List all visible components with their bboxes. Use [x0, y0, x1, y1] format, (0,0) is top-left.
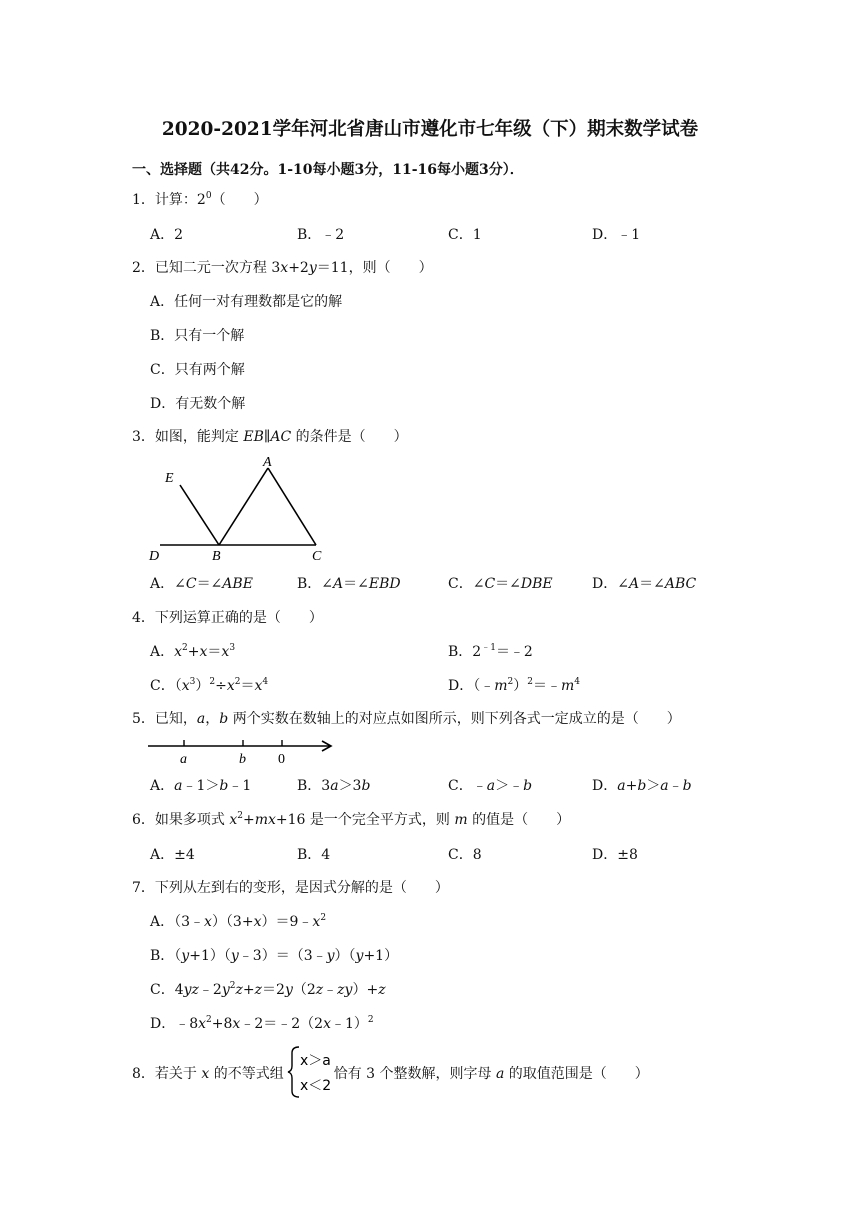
question-number: 2． [132, 260, 155, 276]
option-d: D．$(﹣m^2)^2=﹣m^4$ [448, 677, 580, 694]
option-d [592, 574, 696, 594]
option-a: A．2 [150, 227, 184, 243]
equals-angle: ＝∠ [495, 576, 521, 592]
question-stem-mid: 的不等式组 [209, 1066, 284, 1082]
variable-m: m [454, 812, 468, 828]
option-a: A．a﹣1＞b﹣1 [150, 778, 252, 794]
option-a: A．$(3﹣x)(3+x)=9﹣x^2$ [150, 913, 327, 930]
section-heading: 一、选择题（共42分。1-10每小题3分，11-16每小题3分）． [132, 162, 524, 178]
option-d: D．±8 [592, 847, 638, 863]
option-c [448, 574, 553, 594]
option-b [297, 574, 401, 594]
label-a: a [180, 752, 187, 766]
parallel-symbol: ∥ [263, 429, 271, 445]
option-b: B．﹣2 [297, 227, 345, 243]
variable-x: x [201, 1066, 210, 1082]
option-c: C．1 [448, 227, 482, 243]
angle-name: A [333, 576, 344, 592]
option-a: A．±4 [150, 847, 195, 863]
question-4 [132, 608, 323, 628]
angle-name: A [628, 576, 640, 592]
option-b: B．（y+1）（y﹣3）＝（3﹣y）（y+1） [150, 948, 399, 964]
superscript: ﹣1 [481, 643, 496, 653]
inequality-2: x＜2 [300, 1078, 332, 1094]
question-stem-tail: 的条件是（ ） [291, 429, 408, 445]
equals-angle: ＝∠ [343, 576, 369, 592]
variable-x: x [280, 260, 289, 276]
question-stem-tail: 的值是（ ） [467, 812, 571, 828]
question-8 [132, 1064, 649, 1084]
label-e: E [165, 471, 174, 486]
option-prefix: B．2 [448, 644, 482, 660]
question-7 [132, 878, 449, 898]
answer-blank: （ ） [211, 192, 268, 208]
equals-angle: ＝∠ [639, 576, 665, 592]
question-5 [132, 709, 681, 729]
superscript: 0 [205, 191, 212, 201]
option-prefix: C．∠ [448, 576, 485, 592]
option-c: C．只有两个解 [150, 362, 245, 378]
triangle-figure [140, 452, 340, 564]
label-a: A [263, 455, 272, 470]
option-prefix: D．∠ [592, 576, 629, 592]
label-zero: 0 [278, 752, 285, 766]
option-d: D．﹣1 [592, 227, 641, 243]
label-b: b [239, 752, 246, 766]
question-number: 6． [132, 812, 155, 828]
question-number: 5． [132, 711, 155, 727]
variable-a: a [196, 711, 206, 727]
question-stem-tail: ＝11，则（ ） [316, 260, 433, 276]
question-stem-tail: 的取值范围是（ ） [504, 1066, 649, 1082]
option-a: A．$x^2+x=x^3$ [150, 643, 236, 660]
term-mx: mx [254, 812, 276, 828]
question-6 [132, 810, 570, 830]
superscript: 2 [237, 811, 244, 821]
option-b [448, 642, 533, 662]
option-prefix: C．（ [150, 678, 182, 694]
angle-name: EBD [368, 576, 401, 592]
question-number: 4． [132, 610, 155, 626]
inequality-1: x＞a [300, 1053, 331, 1069]
operator: + [243, 812, 255, 828]
option-d: D．$﹣8x^2+8x﹣2=﹣2(2x﹣1)^2$ [150, 1015, 374, 1032]
angle-name: C [484, 576, 496, 592]
option-c: C．﹣a＞﹣b [448, 778, 533, 794]
comma: ， [205, 711, 220, 727]
option-b: B．3a＞3b [297, 778, 371, 794]
option-d: D．a+b＞a﹣b [592, 778, 692, 794]
question-stem-mid: +16 是一个完全平方式，则 [275, 812, 455, 828]
question-stem: 如图，能判定 [154, 429, 244, 445]
variable-b: b [219, 711, 229, 727]
question-1 [132, 190, 268, 210]
label-c: C [312, 549, 322, 564]
line-eb [180, 485, 219, 545]
option-prefix: A． [150, 644, 175, 660]
label-b: B [212, 549, 221, 564]
angle-name: ABE [222, 576, 253, 592]
option-b: B．4 [297, 847, 331, 863]
page-title: 2020-2021学年河北省唐山市遵化市七年级（下）期末数学试卷 [161, 119, 699, 140]
option-d: D．有无数个解 [150, 396, 246, 412]
question-stem: 如果多项式 [154, 812, 230, 828]
question-stem: 计算：2 [154, 192, 206, 208]
option-prefix: B．∠ [297, 576, 334, 592]
question-number: 7． [132, 880, 155, 896]
question-3 [132, 427, 408, 447]
option-tail: ＝﹣2 [495, 644, 533, 660]
segment-ac: AC [270, 429, 292, 445]
number-line [144, 734, 340, 766]
operator: +2 [288, 260, 309, 276]
option-a: A．任何一对有理数都是它的解 [150, 294, 343, 310]
question-number: 3． [132, 429, 155, 445]
option-prefix: D．（﹣ [448, 678, 495, 694]
option-c: C．$(x^3)^2\div x^2=x^4$ [150, 677, 269, 694]
angle-name: ABC [664, 576, 697, 592]
variable-y: y [308, 260, 317, 276]
question-stem: 下列从左到右的变形，是因式分解的是（ ） [154, 880, 449, 896]
question-stem: 已知， [154, 711, 197, 727]
variable-a: a [496, 1066, 505, 1082]
line-ba [219, 468, 268, 545]
line-ac [268, 468, 316, 545]
option-c: C．$4yz﹣2y^2z+z=2y(2z﹣zy)+z$ [150, 981, 386, 998]
segment-eb: EB [243, 429, 264, 445]
option-c: C．8 [448, 847, 482, 863]
option-a [150, 574, 253, 594]
left-brace [288, 1047, 299, 1097]
question-stem: 若关于 [154, 1066, 202, 1082]
question-stem: 下列运算正确的是（ ） [154, 610, 323, 626]
question-2 [132, 258, 433, 278]
option-b: B．只有一个解 [150, 328, 245, 344]
question-stem: 已知二元一次方程 3 [154, 260, 281, 276]
question-stem-mid: 恰有 3 个整数解，则字母 [333, 1066, 496, 1082]
equals-angle: ＝∠ [196, 576, 223, 592]
question-stem-tail: 两个实数在数轴上的对应点如图所示，则下列各式一定成立的是（ ） [228, 711, 681, 727]
question-number: 8． [132, 1066, 155, 1082]
option-prefix: A．∠ [150, 576, 186, 592]
question-number: 1． [132, 192, 155, 208]
label-d: D [149, 549, 160, 564]
angle-name: C [185, 576, 197, 592]
angle-name: DBE [520, 576, 553, 592]
variable-x: x [229, 812, 238, 828]
inequality-system [287, 1044, 339, 1100]
